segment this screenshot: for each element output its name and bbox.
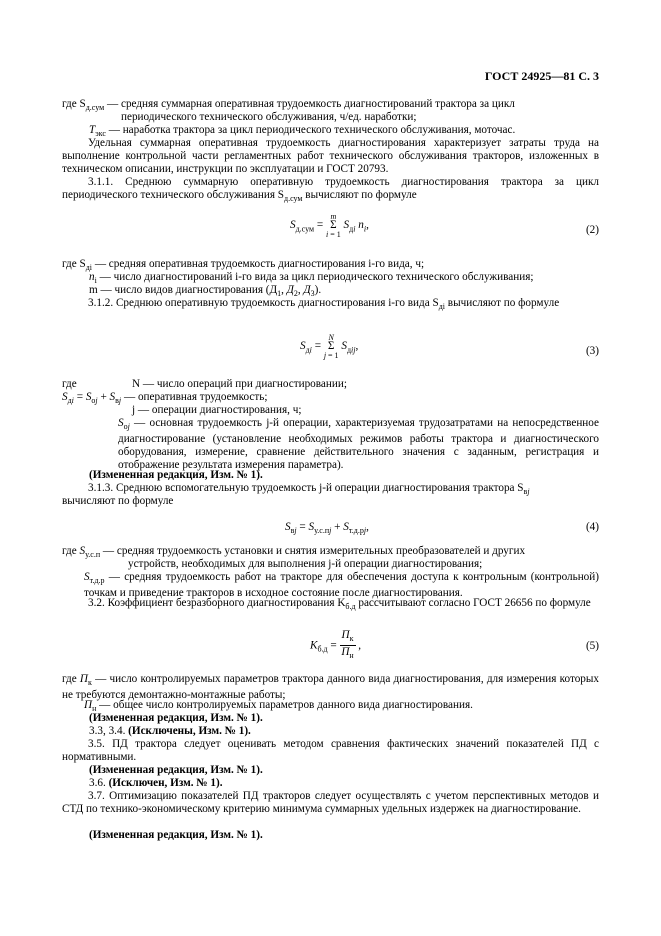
where-2-b: $n_i$ — число диагностирований i-го вида за цикл периодического технического обслуживания; <box>89 271 534 286</box>
where-3-a: где N — число операций при диагностировании; <box>62 378 347 390</box>
formula-2-number: (2) <box>585 224 599 236</box>
formula-5: $K_{б.д}$ = $П_к$ $П_н$ , <box>310 629 362 661</box>
where-4-a: где $S_{у.с.п}$ — средняя трудоемкость установки и снятия измерительных преобразователей и других <box>62 545 526 560</box>
page-header: ГОСТ 24925—81 С. 3 <box>484 69 599 83</box>
amendment-note-4: (Измененная редакция, Изм. № 1). <box>89 829 263 841</box>
paragraph-specific-labor: Удельная суммарная оперативная трудоемкость диагностирования характеризует затраты труда на выполнение контрольной части регламентных работ технического обслуживания тракторов, изложенных в техническом описании, инструкции по эксплуатации и ГОСТ 20793. <box>62 137 599 175</box>
where-5-a: где $П_к$ — число контролируемых параметров трактора данного вида диагностирования, для измерения которых не требуются демонтажно-монтажные работы; <box>62 673 599 702</box>
where-3-d: $S_{оj}$ — основная трудоемкость j-й операции, характеризуемая трудозатратами на непосредственное диагностирование (установление необходимых режимов работы трактора и диагностического оборудования, измерение, сравнение действительного значения с заданным, регистрация и отображение результата измерения параметра). <box>118 417 599 472</box>
where-3-b: $S_{дi} = S_{оj} + S_{вj}$ — оперативная трудоемкость; <box>62 391 268 406</box>
where-line-3: $T_{экс}$ — наработка трактора за цикл периодического технического обслуживания, моточас. <box>89 124 516 139</box>
where-4-b: $S_{т.д.р}$ — средняя трудоемкость работ на тракторе для обеспечения доступа к контрольным (контрольной) точкам и приведение тракторов в исходное состояние после диагностирования. <box>84 571 599 600</box>
where-line-2: периодического технического обслуживания, ч/ед. наработки; <box>121 111 417 123</box>
amendment-note-3: (Измененная редакция, Изм. № 1). <box>89 764 263 776</box>
formula-5-number: (5) <box>585 640 599 652</box>
paragraph-3-7: 3.7. Оптимизацию показателей ПД тракторов следует осуществлять с учетом перспективных методов и СТД по технико-экономическому критерию минимума суммарных удельных издержек на диагностирование. <box>62 790 599 815</box>
paragraph-3-1-1: 3.1.1. Среднюю суммарную оперативную трудоемкость диагностирования трактора за цикл периодического технического обслуживания $S_{д.сум}$ вычисляют по формуле <box>62 176 599 204</box>
amendment-note-1: (Измененная редакция, Изм. № 1). <box>89 469 263 481</box>
where-2-a: где $S_{дi}$ — средняя оперативная трудоемкость диагностирования i-го вида, ч; <box>62 258 425 273</box>
formula-3: $S_{дi} = N$ Σ j = 1 $S_{дij}$, <box>300 333 359 360</box>
formula-3-number: (3) <box>585 345 599 357</box>
formula-4: $S_{вj} = S_{у.с.пj} + S_{т.д.рj}$, <box>285 521 369 536</box>
where-3-c: j — операции диагностирования, ч; <box>132 404 302 416</box>
where-2-c: m — число видов диагностирования ($Д_1$, $Д_2$, $Д_3$). <box>89 284 322 299</box>
where-4-a2: устройств, необходимых для выполнения j-й операции диагностирования; <box>128 558 483 570</box>
paragraph-3-1-3-cont: вычисляют по формуле <box>62 495 174 507</box>
paragraph-3-2: 3.2. Коэффициент безразборного диагностирования $K_{б.д}$ рассчитывают согласно ГОСТ 26656 по формуле <box>88 597 591 612</box>
paragraph-3-6: 3.6. (Исключен, Изм. № 1). <box>89 777 223 789</box>
paragraph-3-1-3: 3.1.3. Среднюю вспомогательную трудоемкость j-й операции диагностирования трактора $S_{вj}$ <box>88 482 530 497</box>
formula-2: $S_{д.сум} = m$ Σ i = 1 $S_{дi}$ $n_i$, <box>290 212 369 239</box>
where-5-b: $П_н$ — общее число контролируемых параметров данного вида диагностирования. <box>84 699 473 714</box>
paragraph-3-1-2: 3.1.2. Среднюю оперативную трудоемкость диагностирования i-го вида $S_{дi}$ вычисляют по формуле <box>88 297 560 312</box>
formula-4-number: (4) <box>585 521 599 533</box>
paragraph-3-3-3-4: 3.3, 3.4. (Исключены, Изм. № 1). <box>89 725 251 737</box>
where-line-1: где $S_{д.сум}$ — средняя суммарная оперативная трудоемкость диагностирований трактора за цикл <box>62 98 515 113</box>
amendment-note-2: (Измененная редакция, Изм. № 1). <box>89 712 263 724</box>
paragraph-3-5: 3.5. ПД трактора следует оценивать методом сравнения фактических значений показателей ПД с нормативными. <box>62 738 599 763</box>
